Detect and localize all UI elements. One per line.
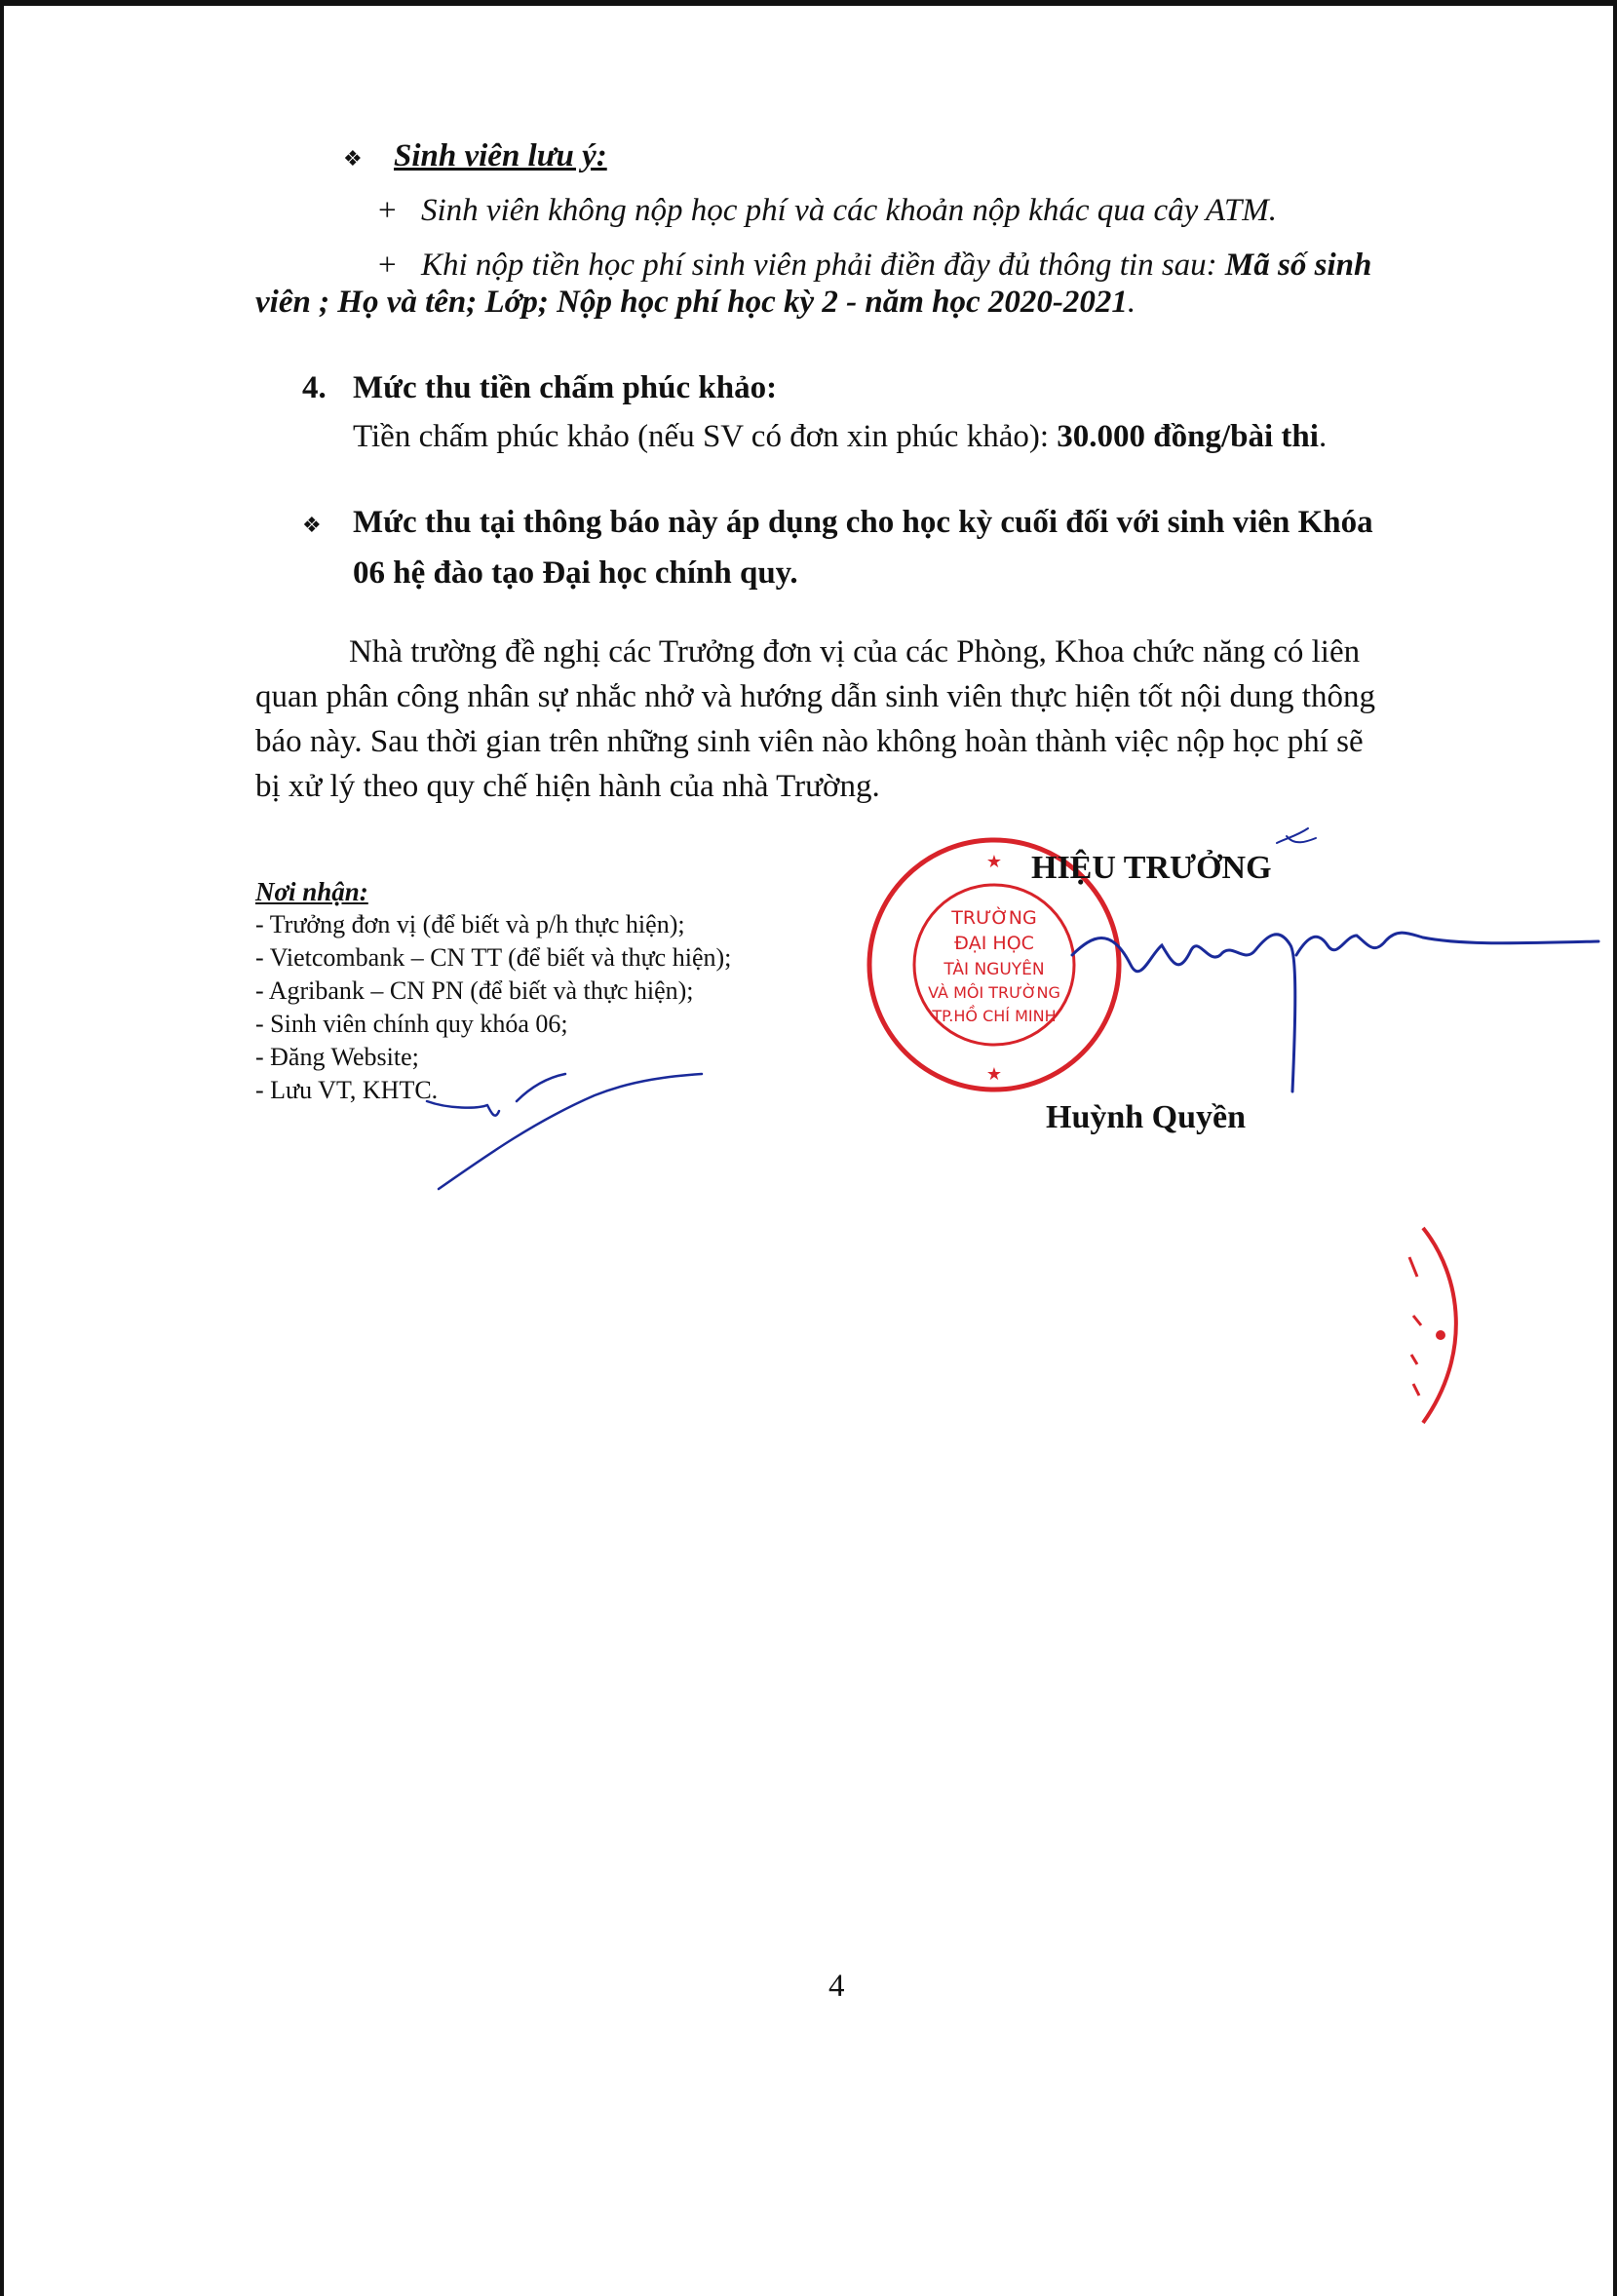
page-number: 4 (828, 1969, 845, 2004)
initial-signature (409, 1062, 721, 1199)
stamp-line-5: TP.HỒ CHÍ MINH (932, 1007, 1057, 1025)
stamp-line-1: TRƯỜNG (951, 907, 1037, 929)
handwritten-signature (1053, 819, 1608, 1111)
recipient-item: - Đăng Website; (255, 1043, 419, 1071)
plus-bullet: + (378, 193, 397, 228)
closing-line-3: báo này. Sau thời gian trên những sinh viên nào không hoàn thành việc nộp học phí sẽ (255, 724, 1364, 759)
closing-line-4: bị xử lý theo quy chế hiện hành của nhà Trường. (255, 769, 880, 804)
stamp-line-2: ĐẠI HỌC (954, 933, 1034, 954)
note-item-1-text: Sinh viên không nộp học phí và các khoản nộp khác qua cây ATM. (421, 193, 1277, 228)
closing-line-1: Nhà trường đề nghị các Trưởng đơn vị của các Phòng, Khoa chức năng có liên (349, 634, 1361, 670)
note-item-2-cont (255, 283, 1136, 322)
note-heading-line (343, 136, 607, 179)
partial-stamp (1404, 1218, 1482, 1433)
note-heading: Sinh viên lưu ý: (394, 138, 607, 173)
section-4-value: 30.000 đồng/bài thi (1057, 419, 1319, 454)
notice-line-1-text: Mức thu tại thông báo này áp dụng cho học kỳ cuối đối với sinh viên Khóa (353, 505, 1373, 540)
note-item-1 (378, 191, 1277, 230)
plus-bullet: + (378, 248, 397, 283)
stamp-line-3: TÀI NGUYÊN (943, 960, 1045, 979)
svg-text:★: ★ (985, 1064, 1003, 1085)
section-4-text (353, 417, 1327, 456)
recipient-item: - Lưu VT, KHTC. (255, 1076, 439, 1104)
recipient-item: - Sinh viên chính quy khóa 06; (255, 1010, 568, 1038)
diamond-bullet-icon: ❖ (302, 514, 322, 538)
section-4-number: 4. (302, 370, 327, 405)
svg-text:★: ★ (985, 852, 1003, 872)
recipient-item: - Trưởng đơn vị (để biết và p/h thực hiện); (255, 910, 685, 938)
note-item-2-text: Khi nộp tiền học phí sinh viên phải điền đầy đủ thông tin sau: (421, 248, 1217, 283)
section-4-title: Mức thu tiền chấm phúc khảo: (353, 370, 778, 405)
note-item-2-bold-a: Mã số sinh (1224, 248, 1372, 283)
notice-block (302, 499, 1373, 596)
closing-line-2: quan phân công nhân sự nhắc nhở và hướng dẫn sinh viên thực hiện tốt nội dung thông (255, 679, 1375, 714)
recipient-item: - Agribank – CN PN (để biết và thực hiện); (255, 976, 694, 1005)
signer-title: HIỆU TRƯỞNG (1031, 850, 1272, 886)
recipients-heading: Nơi nhận: (255, 877, 368, 906)
recipient-item: - Vietcombank – CN TT (để biết và thực hiện); (255, 943, 732, 972)
diamond-bullet-icon: ❖ (343, 147, 363, 172)
section-4-heading (302, 368, 777, 407)
section-4-label: Tiền chấm phúc khảo (nếu SV có đơn xin phúc khảo): (353, 419, 1050, 454)
note-item-2-end: . (1127, 285, 1136, 320)
signer-name: Huỳnh Quyền (1046, 1099, 1247, 1135)
stamp-line-4: VÀ MÔI TRƯỜNG (928, 983, 1060, 1002)
note-item-2-bold-b: viên ; Họ và tên; Lớp; Nộp học phí học kỳ 2 - năm học 2020-2021 (255, 285, 1128, 320)
closing-paragraph (255, 630, 1425, 809)
note-item-2 (378, 246, 1371, 285)
section-4-end: . (1318, 419, 1328, 454)
notice-line-2: 06 hệ đào tạo Đại học chính quy. (353, 555, 798, 591)
notice-line-1 (302, 499, 1373, 550)
